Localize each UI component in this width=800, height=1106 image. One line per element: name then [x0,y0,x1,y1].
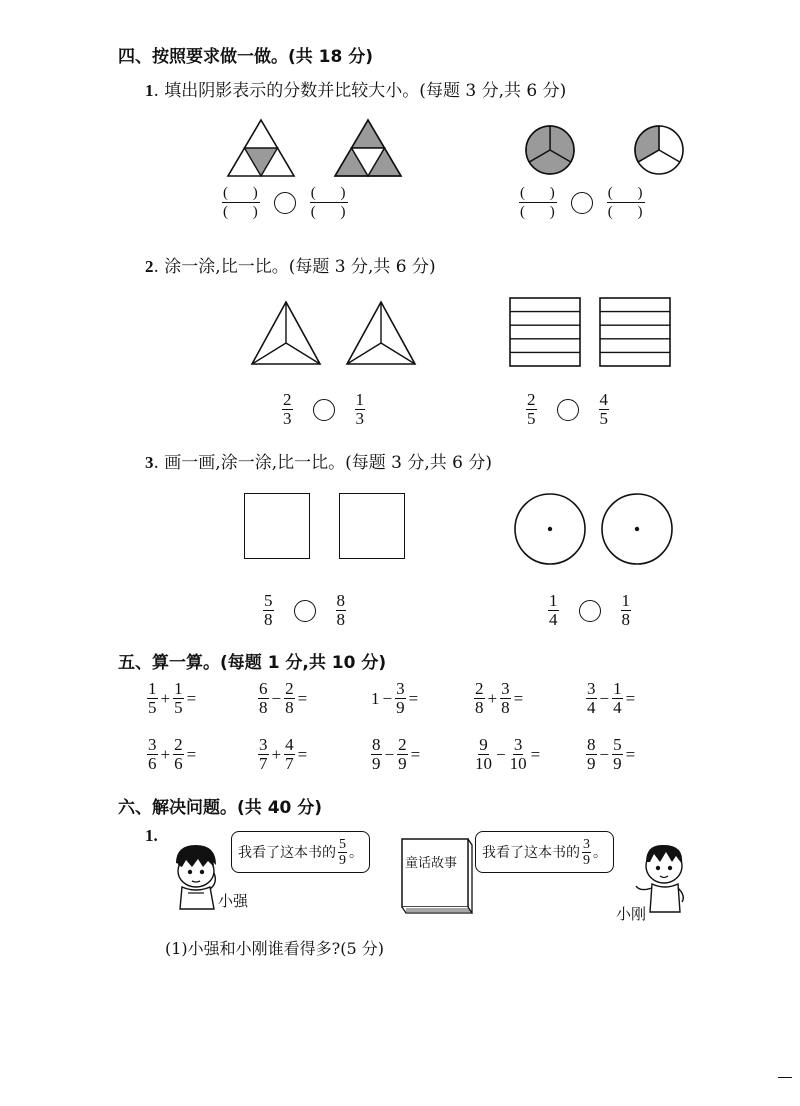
compare-circle[interactable] [274,192,296,214]
triangle-figure-2 [333,118,403,178]
operator: − [382,688,393,708]
book-title: 童话故事 [405,856,458,871]
square-1[interactable] [244,493,310,559]
equals-sign: = [186,688,197,708]
compare-circle[interactable] [579,600,601,622]
fraction-blank[interactable]: ( ) ( ) [223,185,259,220]
fraction-blank[interactable]: ( ) ( ) [520,185,556,220]
fraction: 9 10 [475,735,492,773]
question-text: . 填出阴影表示的分数并比较大小。(每题 3 分,共 6 分) [153,81,567,101]
operator: − [271,688,282,708]
question-2 [145,252,436,277]
fraction: $\frac{3}{9}$ [396,679,405,717]
boy-xiaoqiang-illustration [170,843,222,913]
fraction: 1 4 [549,591,558,629]
question-number: 1 [145,81,154,100]
calc-problem [258,736,310,773]
fraction: 3 6 [148,735,157,773]
question-text: . 画一画,涂一涂,比一比。(每题 3 分,共 6 分) [153,453,493,473]
question-text: . 涂一涂,比一比。(每题 3 分,共 6 分) [153,257,436,277]
fraction: $\frac{2}{6}$ [174,735,183,773]
fraction: 1 3 [355,390,364,428]
fraction: 6 8 [259,679,268,717]
equals-sign: = [513,688,524,708]
fraction: 8 8 [336,591,345,629]
operator: − [384,744,395,764]
fraction: 2 5 [527,390,536,428]
section6-heading: 六、解决问题。(共 40 分) [118,798,323,818]
problem-1-number: 1. [145,826,158,845]
fraction: 5 8 [264,591,273,629]
circle-with-center-2[interactable] [601,493,673,565]
section4-heading: 四、按照要求做一做。(共 18 分) [118,47,374,67]
fraction: $\frac{4}{7}$ [285,735,294,773]
question-3 [145,448,492,473]
fraction: 1 8 [621,591,630,629]
q3-compare-right [548,592,631,629]
fraction: 3 7 [259,735,268,773]
book-illustration [398,835,474,915]
equals-sign: = [186,744,197,764]
operator: − [599,688,610,708]
compare-circle[interactable] [313,399,335,421]
fraction: 8 9 [587,735,596,773]
answer-group-circles [519,184,645,221]
equals-sign: = [410,744,421,764]
fraction: $\frac{2}{9}$ [398,735,407,773]
fraction: 1 5 [148,679,157,717]
equals-sign: = [625,688,636,708]
name-label-right: 小刚 [616,905,647,923]
compare-circle[interactable] [571,192,593,214]
compare-circle[interactable] [557,399,579,421]
operator: + [160,744,171,764]
square-2[interactable] [339,493,405,559]
calc-problem [474,736,543,773]
name-label-left: 小强 [218,892,249,910]
circle-figure-1 [524,124,576,176]
circle-figure-2 [633,124,685,176]
fraction: 8 9 [372,735,381,773]
sub-question-1: (1)小强和小刚谁看得多?(5 分) [165,939,384,958]
fraction: $\frac{2}{8}$ [285,679,294,717]
q3-compare-left [263,592,346,629]
operator: − [496,744,506,764]
calc-problem [371,736,423,773]
question-number: 3 [145,453,154,472]
calc-problem [147,680,199,717]
question-number: 2 [145,257,154,276]
circle-with-center-1[interactable] [514,493,586,565]
equals-sign: = [625,744,636,764]
rectangle-strips-2[interactable] [599,297,671,367]
speech-bubble-left: 我看了这本书的 5 9 。 [231,831,370,873]
fraction: $\frac{1}{4}$ [613,679,622,717]
equals-sign: = [297,744,308,764]
fraction: 4 5 [599,390,608,428]
calc-problem [586,736,638,773]
triangle-figure-1 [226,118,296,178]
fraction: $\frac{1}{5}$ [174,679,183,717]
compare-circle[interactable] [294,600,316,622]
triangle-divided-1[interactable] [250,300,322,366]
calc-problem [147,736,199,773]
fraction: 3 4 [587,679,596,717]
fraction: 2 3 [283,390,292,428]
speech-bubble-right: 我看了这本书的 3 9 。 [475,831,614,873]
question-1 [145,76,566,101]
operator: + [487,688,498,708]
calc-problem [371,680,421,717]
answer-group-triangles [222,184,348,221]
fraction: 2 8 [475,679,484,717]
calc-problem [474,680,526,717]
fraction: $\frac{3}{10}$ [509,735,527,773]
rectangle-strips-1[interactable] [509,297,581,367]
calc-problem [586,680,638,717]
equals-sign: = [297,688,308,708]
section5-heading: 五、算一算。(每题 1 分,共 10 分) [118,653,387,673]
equals-sign: = [408,688,419,708]
whole-number: 1 [371,688,380,708]
q2-compare-left [282,391,365,428]
operator: + [160,688,171,708]
equals-sign: = [530,744,541,764]
fraction-blank[interactable]: ( ) ( ) [310,185,347,220]
operator: + [271,744,282,764]
fraction-blank[interactable]: ( ) ( ) [607,185,644,220]
triangle-divided-2[interactable] [345,300,417,366]
operator: − [599,744,610,764]
calc-problem [258,680,310,717]
page-edge-mark [778,1077,792,1078]
fraction: $\frac{3}{8}$ [501,679,510,717]
fraction: $\frac{5}{9}$ [613,735,622,773]
q2-compare-right [526,391,609,428]
